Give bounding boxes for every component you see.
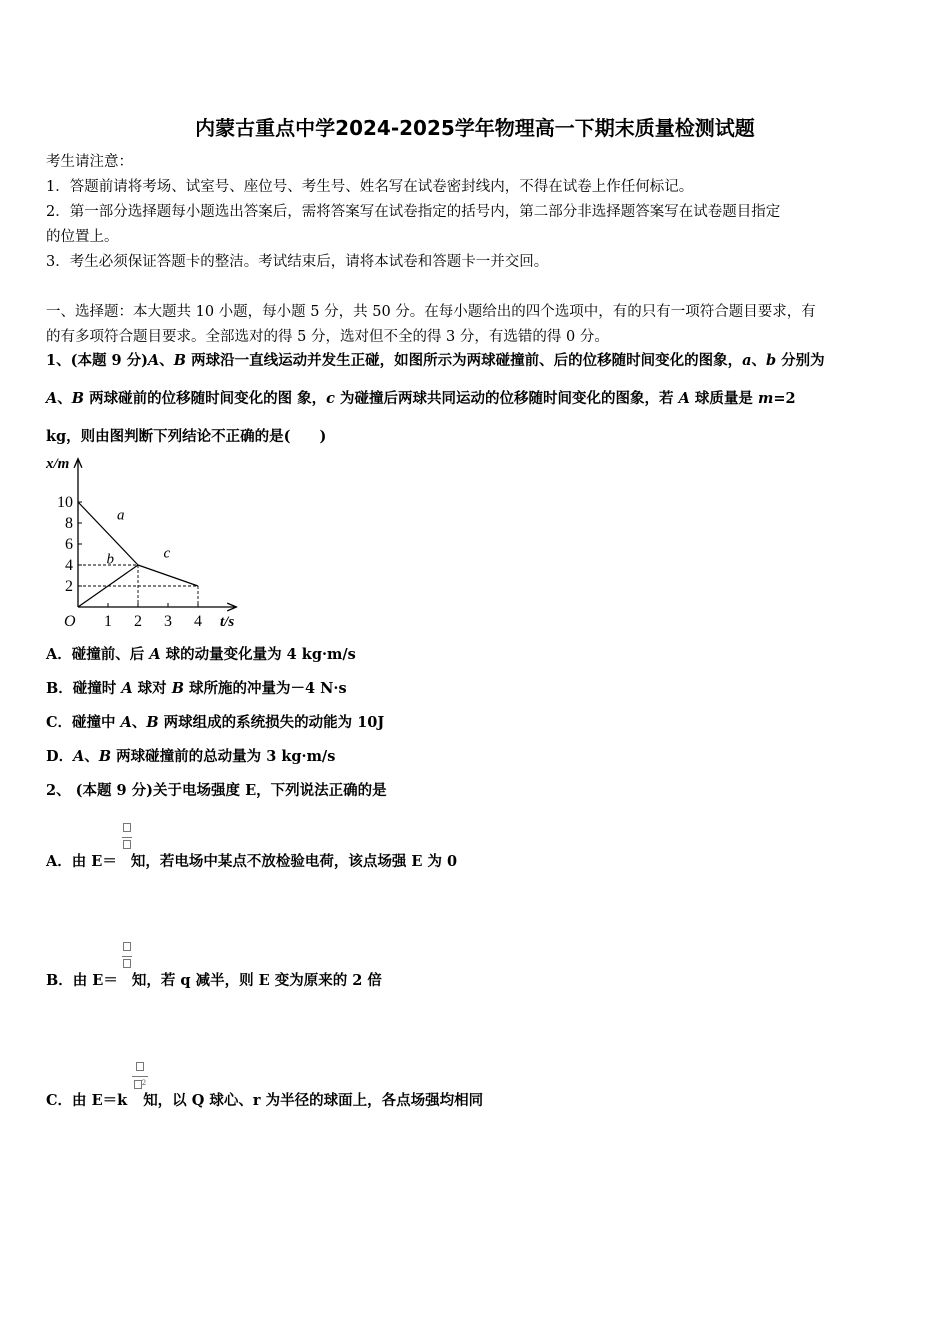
section-intro-line1: 一、选择题：本大题共 10 小题，每小题 5 分，共 50 分。在每小题给出的四个选项中，有的只有一项符合题目要求，有: [46, 304, 816, 320]
notice-item-1: 1．答题前请将考场、试室号、座位号、考生号、姓名写在试卷密封线内，不得在试卷上作任何标记。: [46, 179, 694, 195]
question-1-line-1: 1、(本题 9 分)A、B 两球沿一直线运动并发生正碰，如图所示为两球碰撞前、后的位移随时间变化的图象，a、b 分别为: [46, 352, 825, 369]
x-tick-label-2: 2: [134, 613, 142, 630]
series-a-label: a: [117, 507, 125, 524]
y-tick-label-10: 10: [57, 494, 73, 511]
notice-item-2: 2．第一部分选择题每小题选出答案后，需将答案写在试卷指定的括号内，第二部分非选择题答案写在试卷题目指定: [46, 204, 781, 220]
x-axis-label: t/s: [220, 614, 235, 630]
page-title: 内蒙古重点中学2024-2025学年物理高一下期末质量检测试题: [195, 116, 755, 140]
series-b-label: b: [106, 551, 114, 568]
origin-label: O: [64, 613, 76, 630]
q2-option-b[interactable]: B．由 E＝ 知，若 q 减半，则 E 变为原来的 2 倍: [46, 972, 382, 989]
q1-option-b[interactable]: B．碰撞时 A 球对 B 球所施的冲量为－4 N·s: [46, 680, 347, 697]
formula-e-fraction-b: [122, 942, 132, 971]
question-2-stem: 2、 (本题 9 分)关于电场强度 E，下列说法正确的是: [46, 782, 387, 799]
x-tick-label-4: 4: [194, 613, 202, 630]
x-tick-label-3: 3: [164, 613, 172, 630]
q1-option-d[interactable]: D．A、B 两球碰撞前的总动量为 3 kg·m/s: [46, 748, 336, 765]
notice-item-3: 3．考生必须保证答题卡的整洁。考试结束后，请将本试卷和答题卡一并交回。: [46, 254, 549, 270]
x-tick-label-1: 1: [104, 613, 112, 630]
notice-heading: 考生请注意：: [46, 154, 133, 170]
section-intro-line2: 的有多项符合题目要求。全部选对的得 5 分，选对但不全的得 3 分，有选错的得 0 分。: [46, 329, 609, 345]
question-1-line-2: A、B 两球碰前的位移随时间变化的图 象，c 为碰撞后两球共同运动的位移随时间变化的图象，若 A 球质量是 m=2: [46, 390, 796, 407]
y-tick-label-4: 4: [65, 557, 73, 574]
series-c-line: [138, 565, 198, 586]
question-1-line-3: kg，则由图判断下列结论不正确的是( ): [46, 428, 327, 445]
y-tick-label-2: 2: [65, 578, 73, 595]
q1-option-c[interactable]: C．碰撞中 A、B 两球组成的系统损失的动能为 10J: [46, 714, 385, 731]
q2-option-a[interactable]: A．由 E＝ 知，若电场中某点不放检验电荷，该点场强 E 为 0: [46, 853, 458, 870]
notice-item-2-cont: 的位置上。: [46, 229, 119, 245]
xt-graph: [40, 452, 250, 634]
formula-e-fraction-c: 2: [132, 1062, 148, 1092]
q1-option-a[interactable]: A．碰撞前、后 A 球的动量变化量为 4 kg·m/s: [46, 646, 356, 663]
formula-e-fraction-a: [122, 823, 132, 852]
q2-option-c[interactable]: C．由 E＝k 知，以 Q 球心、r 为半径的球面上，各点场强均相同: [46, 1092, 484, 1109]
y-tick-label-8: 8: [65, 515, 73, 532]
y-axis-label: x/m: [46, 456, 70, 472]
y-tick-label-6: 6: [65, 536, 73, 553]
series-c-label: c: [163, 545, 171, 562]
